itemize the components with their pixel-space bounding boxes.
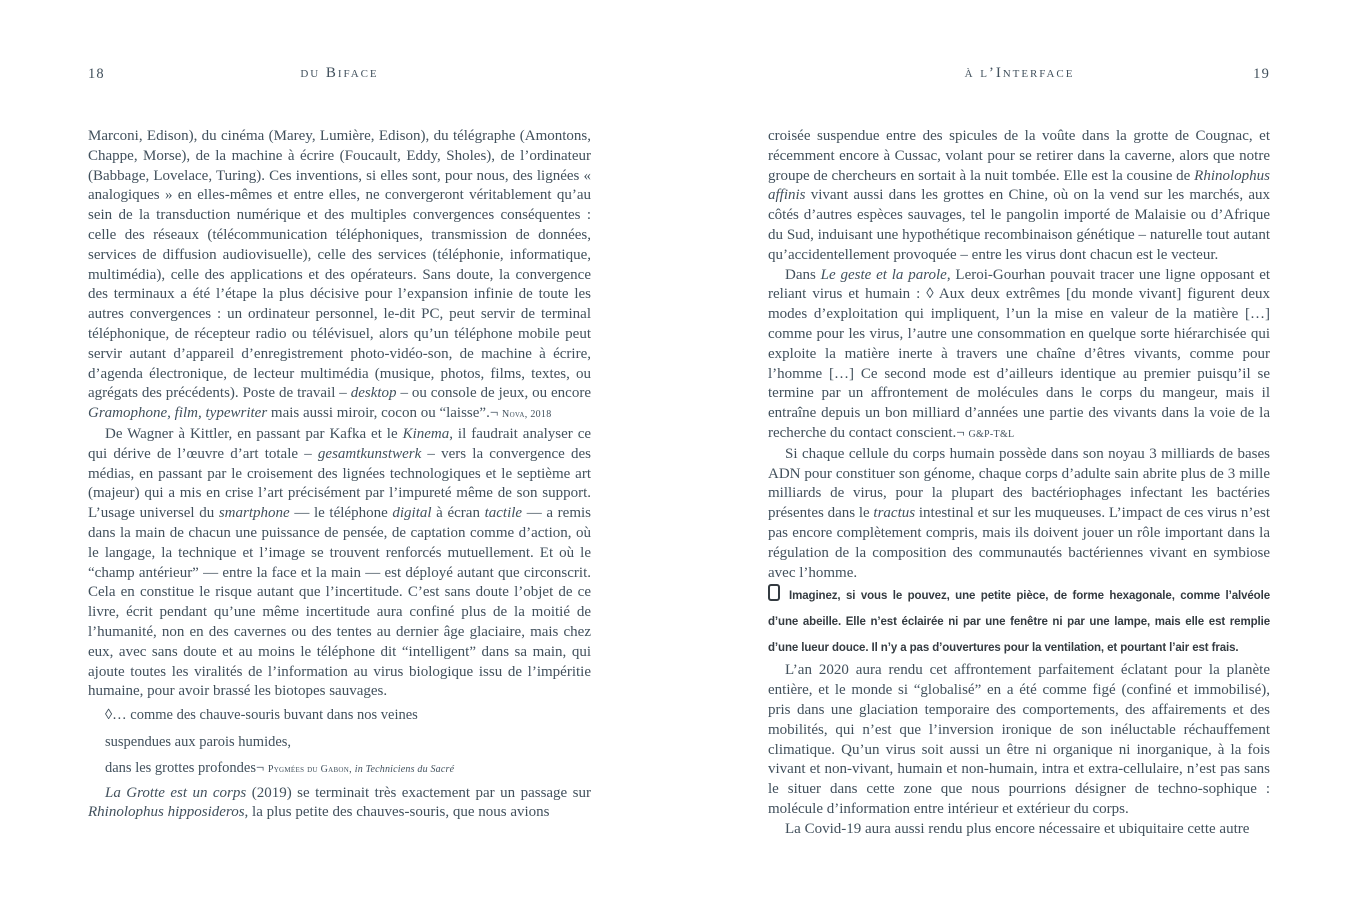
- page-body-right: [768, 127, 1270, 840]
- paragraph: [768, 820, 1270, 840]
- text-segment: , la plus petite des chauves-souris, que nous avions: [244, 804, 550, 821]
- paragraph: [88, 127, 591, 425]
- text-segment: , il faudrait analyser ce qui dérive de l’œuvre d’art totale –: [88, 425, 592, 462]
- verse-line: [88, 729, 591, 756]
- italic-term: tractus: [873, 505, 916, 522]
- text-segment: mais aussi miroir, cocon ou “laisse”.¬: [267, 405, 503, 422]
- verse-line: [88, 702, 591, 729]
- text-segment: – ou console de jeux, ou encore: [396, 385, 591, 402]
- text-segment: — le téléphone: [289, 505, 393, 522]
- italic-term: Le geste et la parole: [820, 266, 947, 283]
- italic-term: Rhinolophus affinis: [768, 167, 1270, 204]
- italic-term: Gramophone, film, typewriter: [88, 405, 268, 422]
- italic-term: La Grotte est un corps: [105, 784, 247, 801]
- italic-term: Rhinolophus hipposideros: [88, 804, 245, 821]
- text-segment: Imaginez, si vous le pouvez, une petite pièce, de forme hexagonale, comme l’alvéole d’une abeille. Elle n’est éclairée ni par une fenêtre ni par une lampe, mais elle est remplie d’une lueur douce. Il n’y a pas d’ouvertures pour la ventilation, et pourtant l’air est frais.: [768, 590, 1270, 655]
- running-head-left: du Biface: [300, 65, 379, 81]
- text-segment: vivant aussi dans les grottes en Chine, où on la vend sur les marchés, aux côtés d’autres espèces sauvages, tel le pangolin importé de Malaisie ou d’Afrique du Sud, induisant une hypothétique recombinaison génétique – naturelle tout autant qu’accidentellement provoquée – entre les virus dont chacun est le vecteur.: [768, 187, 1270, 263]
- running-head-right: à l’Interface: [964, 65, 1075, 81]
- paragraph: [768, 127, 1270, 266]
- text-segment: Dans: [785, 266, 821, 283]
- text-segment: Si chaque cellule du corps humain possède dans son noyau 3 milliards de bases ADN pour constituer son génome, chaque corps d’adulte sain abrite plus de 3 mille milliards de virus, pour la plupart des bactériophages infectant les bactéries présentes dans le: [768, 445, 1270, 522]
- paragraph: [88, 425, 591, 702]
- paragraph: [768, 661, 1270, 819]
- text-segment: croisée suspendue entre des spicules de la voûte dans la grotte de Cougnac, et récemment encore à Cussac, volant pour se retirer dans la caverne, alors que notre groupe de chercheurs en sortait à la nuit tombée. Elle est la cousine de: [768, 128, 1270, 184]
- text-segment: à écran: [431, 505, 485, 522]
- citation-ref: Nova, 2018: [502, 409, 552, 421]
- verse-line: [88, 755, 591, 784]
- paragraph: [88, 784, 591, 824]
- italic-term: Kinema: [402, 425, 450, 442]
- page-body-left: [88, 127, 591, 823]
- text-segment: L’an 2020 aura rendu cet affrontement parfaitement éclatant pour la planète entière, et le monde si “globalisé” en a été comme figé (confiné et immobilisé), pris dans une glaciation temporaire des comportements, des affairements et des mobilités, qui n’est que l’inversion ironique de son inéluctable réchauffement climatique. Qu’un virus soit aussi un être ni organique ni inorganique, à la fois vivant et non-vivant, humain et non-humain, intra et extra-cellulaire, n’est pas sans le situer dans cette zone que nous pourrions désigner de techno-sophique : molécule d’information entre intérieur et extérieur du corps.: [768, 662, 1270, 817]
- text-segment: De Wagner à Kittler, en passant par Kafka et le: [105, 425, 403, 442]
- machine-voice-paragraph: [768, 583, 1270, 661]
- citation-ref: Pygmées du Gabon,: [267, 764, 355, 776]
- text-segment: ◊… comme des chauve-souris buvant dans nos veines: [105, 707, 418, 724]
- italic-term: tactile: [484, 505, 523, 522]
- italic-term: desktop: [350, 385, 397, 402]
- italic-term: digital: [392, 505, 432, 522]
- citation-ref: G&P-T&L: [968, 428, 1015, 440]
- page-number-left: 18: [88, 66, 105, 82]
- text-segment: suspendues aux parois humides,: [105, 733, 292, 750]
- text-segment: – vers la convergence des médias, en passant par le croisement des lignées technologiques et le septième art (majeur) qui a mis en crise l’art précisément par l’impureté même de son support. L’usage universel du: [88, 445, 591, 522]
- text-segment: , Leroi-Gourhan pouvait tracer une ligne opposant et reliant virus et humain : ◊ Aux deux extrêmes [du monde vivant] figurent deux modes d’exploitation qui impliquent, l’un la mise en valeur de la matière […] comme pour les virus, l’autre une consommation en quelque sorte hiérarchisée qui exploite la matière inerte à travers une chaîne d’êtres vivants, comme pour l’homme […] Ce second mode est d’ailleurs identique au premier puisqu’il se termine par un affrontement de molécules dans le corps du mangeur, mais il entraîne depuis un bon milliard d’années une partie des vivants dans la voie de la recherche du contact conscient.¬: [768, 266, 1271, 441]
- text-segment: intestinal et sur les muqueuses. L’impact de ces virus n’est pas encore complètement compris, mais ils doivent jouer un rôle important dans la régulation de la composition des communautés bactériennes vivant en symbiose avec l’homme.: [768, 505, 1270, 581]
- italic-term: smartphone: [218, 505, 290, 522]
- terminal-square-icon: [768, 584, 780, 601]
- citation-ref: in Techniciens du Sacré: [354, 764, 455, 776]
- paragraph: [768, 266, 1270, 445]
- text-segment: Marconi, Edison), du cinéma (Marey, Lumière, Edison), du télégraphe (Amontons, Chappe, Morse), de la machine à écrire (Foucault, Eddy, Sholes), de l’ordinateur (Babbage, Lovelace, Turing). Ces inventions, si elles sont, pour nous, des lignées « analogiques » en elles-mêmes et entre elles, ne convergeront véritablement qu’au sein de la transduction numérique et des multiples convergences conséquentes : celle des réseaux (télécommunication téléphoniques, transmission de données, services de diffusion audiovisuelle), celle des services (téléphonie, informatique, multimédia), celle des applications et des opérateurs. Sans doute, la convergence des terminaux a été l’étape la plus décisive pour l’expansion infinie de toute les autres convergences : un ordinateur personnel, le-dit PC, peut servir de terminal téléphonique, de récepteur radio ou télévisuel, alors qu’un téléphone mobile peut servir autant d’appareil d’enregistrement photo-vidéo-son, de machine à écrire, d’agenda électronique, de lecteur multimédia (musique, photos, films, textes, ou agrégats des précédents). Poste de travail –: [88, 128, 591, 402]
- paragraph: [768, 445, 1270, 584]
- text-segment: La Covid-19 aura aussi rendu plus encore nécessaire et ubiquitaire cette autre: [785, 820, 1250, 837]
- italic-term: gesamtkunstwerk: [317, 445, 422, 462]
- text-segment: dans les grottes profondes¬: [105, 760, 268, 777]
- text-segment: — a remis dans la main de chacun une puissance de pensée, de captation comme d’action, où le langage, la technique et l’image se trouvent renforcés mutuellement. Et où le “champ antérieur” — entre la face et la main — est déployé autant que circonscrit. Cela en constitue le risque autant que l’incertitude. C’est sans doute l’objet de ce livre, écrit pendant qu’une même incertitude aura confiné plus de la moitié de l’humanité, non en des cavernes ou des tentes au dernier âge glaciaire, mais chez eux, avec sans doute et au moins le téléphone dit “intelligent” dans sa main, qui ajoute toutes les viralités de l’information au virus biologique issu de l’impéritie humaine, pour avoir brassé les biotopes sauvages.: [88, 505, 591, 700]
- text-segment: (2019) se terminait très exactement par un passage sur: [246, 784, 592, 801]
- page-number-right: 19: [1253, 66, 1270, 82]
